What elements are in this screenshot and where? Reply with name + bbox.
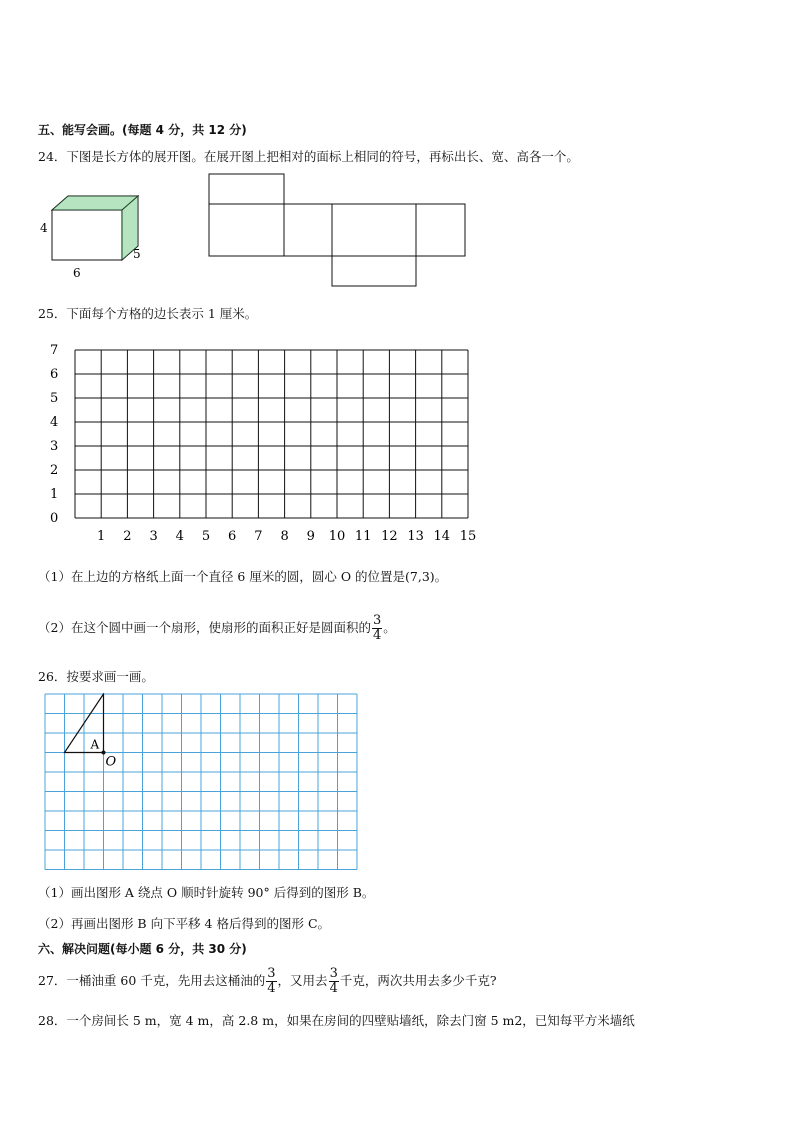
q26-grid [44, 693, 360, 873]
x-tick-label: 8 [280, 529, 289, 544]
y-tick-label: 3 [50, 439, 59, 454]
q26-text: 26．按要求画一画。 [38, 669, 154, 684]
point-o-label: O [105, 754, 117, 770]
q25-sub2-text: （2）在这个圆中画一个扇形，使扇形的面积正好是圆面积的 [38, 620, 371, 635]
q26-sub2: （2）再画出图形 B 向下平移 4 格后得到的图形 C。 [38, 916, 331, 931]
box-length-label: 6 [73, 266, 81, 280]
q24-net-figure [205, 170, 470, 292]
q24-text: 24．下图是长方体的展开图。在展开图上把相对的面标上相同的符号，再标出长、宽、高各一个。 [38, 149, 579, 164]
q27-part2: ，又用去 [277, 973, 328, 988]
y-tick-label: 0 [50, 511, 59, 526]
x-tick-label: 12 [381, 529, 398, 544]
fraction-denominator: 4 [372, 628, 382, 643]
fraction-denominator: 4 [329, 981, 338, 996]
box-width-label: 5 [133, 247, 141, 261]
section-6-title: 六、解决问题(每小题 6 分，共 30 分) [38, 942, 247, 956]
x-tick-label: 7 [254, 529, 263, 544]
x-tick-label: 3 [149, 529, 158, 544]
x-tick-label: 2 [123, 529, 132, 544]
y-tick-label: 2 [50, 463, 59, 478]
x-tick-label: 15 [459, 529, 477, 544]
box-height-label: 4 [40, 221, 48, 235]
q25-sub2 [38, 613, 396, 643]
x-tick-label: 9 [306, 529, 315, 544]
x-tick-label: 13 [407, 529, 424, 544]
fraction-three-quarters [266, 967, 276, 996]
q25-sub1: （1）在上边的方格纸上面一个直径 6 厘米的圆，圆心 O 的位置是(7,3)。 [38, 569, 448, 584]
y-tick-label: 1 [50, 487, 59, 502]
q27-part1: 27．一桶油重 60 千克，先用去这桶油的 [38, 973, 266, 988]
q28-text: 28．一个房间长 5 m，宽 4 m，高 2.8 m，如果在房间的四壁贴墙纸，除去门窗 5 m2，已知每平方米墙纸 [38, 1013, 635, 1028]
section-5-title: 五、能写会画。(每题 4 分，共 12 分) [38, 123, 247, 137]
q24-cuboid-figure [36, 188, 156, 284]
q27-text [38, 966, 497, 996]
q27-part3: 千克，两次共用去多少千克? [339, 973, 497, 988]
fraction-numerator: 3 [267, 966, 276, 981]
x-tick-label: 6 [228, 529, 237, 544]
q25-coordinate-grid [40, 340, 490, 545]
x-tick-label: 11 [354, 529, 372, 544]
fraction-numerator: 3 [329, 966, 338, 981]
q25-sub2-end: 。 [383, 620, 396, 635]
fraction-three-quarters [372, 614, 382, 643]
x-tick-label: 5 [201, 529, 211, 544]
x-tick-label: 1 [97, 529, 106, 544]
x-tick-label: 10 [328, 529, 346, 544]
q26-sub1: （1）画出图形 A 绕点 O 顺时针旋转 90° 后得到的图形 B。 [38, 885, 375, 900]
y-tick-label: 6 [50, 367, 59, 382]
shape-a-label: A [90, 737, 100, 752]
fraction-three-quarters [329, 967, 339, 996]
y-tick-label: 4 [50, 415, 59, 430]
fraction-denominator: 4 [267, 981, 276, 996]
fraction-numerator: 3 [372, 613, 382, 628]
y-tick-label: 5 [50, 391, 59, 406]
x-tick-label: 14 [433, 529, 451, 544]
q25-text: 25．下面每个方格的边长表示 1 厘米。 [38, 306, 258, 321]
x-tick-label: 4 [175, 529, 184, 544]
y-tick-label: 7 [50, 343, 59, 358]
